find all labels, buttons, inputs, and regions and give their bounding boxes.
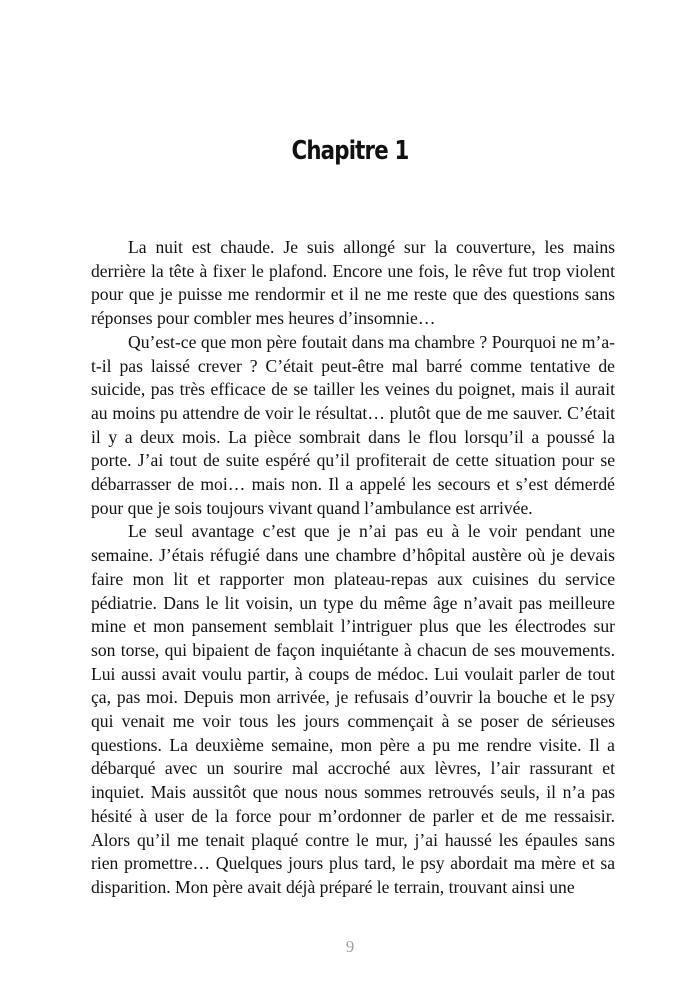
chapter-body (91, 236, 615, 900)
paragraph: La nuit est chaude. Je suis allongé sur la couverture, les mains derrière la tête à fixer le plafond. Encore une fois, le rêve fut trop violent pour que je puisse me rendormir et il ne me reste que des questions sans réponses pour combler mes heures d’insomnie… (91, 237, 615, 329)
paragraph: Qu’est-ce que mon père foutait dans ma chambre ? Pourquoi ne m’a-t-il pas laissé crever ? C’était peut-être mal barré comme tentative de suicide, pas très efficace de se tailler les veines du poignet, mais il aurait au moins pu attendre de voir le résultat… plutôt que de me sauver. C’était il y a deux mois. La pièce sombrait dans le flou lorsqu’il a poussé la porte. J’ai tout de suite espéré qu’il profiterait de cette situation pour se débarrasser de moi… mais non. Il a appelé les secours et s’est démerdé pour que je sois toujours vivant quand l’ambulance est arrivée. (91, 331, 615, 518)
page-number: 9 (345, 937, 355, 956)
chapter-title: Chapitre 1 (291, 136, 409, 166)
paragraph: Le seul avantage c’est que je n’ai pas eu à le voir pendant une semaine. J’étais réfugié dans une chambre d’hôpital austère où je devais faire mon lit et rapporter mon plateau-repas aux cuisines du service pédiatrie. Dans le lit voisin, un type du même âge n’avait pas meilleure mine et mon pansement semblait l’intriguer plus que les électrodes sur son torse, qui bipaient de façon inquiétante à chacun de ses mouvements. Lui aussi avait voulu partir, à coups de médoc. Lui voulait parler de tout ça, pas moi. Depuis mon arrivée, je refusais d’ouvrir la bouche et le psy qui venait me voir tous les jours commençait à se poser de sérieuses questions. La deuxième semaine, mon père a pu me rendre visite. Il a débarqué avec un sourire mal accroché aux lèvres, l’air rassurant et inquiet. Mais aussitôt que nous nous sommes retrouvés seuls, il n’a pas hésité à user de la force pour m’ordonner de parler et de me ressaisir. Alors qu’il me tenait plaqué contre le mur, j’ai haussé les épaules sans rien promettre… Quelques jours plus tard, le psy abordait ma mère et sa disparition. Mon père avait déjà préparé le terrain, trouvant ainsi une (91, 521, 615, 897)
